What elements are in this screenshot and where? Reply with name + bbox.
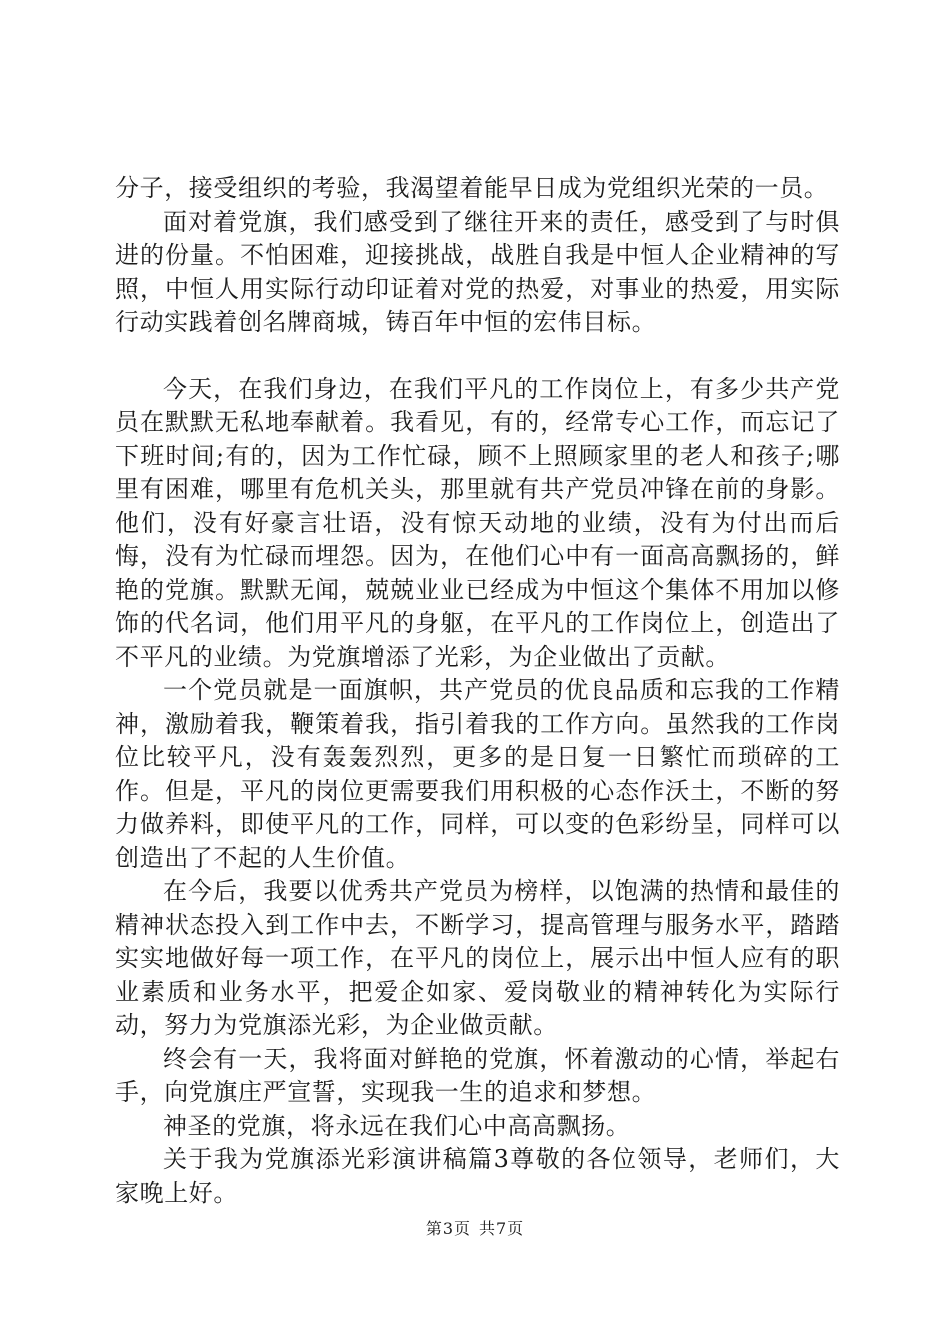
paragraph-one-member: 一个党员就是一面旗帜，共产党员的优良品质和忘我的工作精神，激励着我，鞭策着我，指引着我的工作方向。虽然我的工作岗位比较平凡，没有轰轰烈烈，更多的是日复一日繁忙而琐碎的工作。但是，平凡的岗位更需要我们用积极的心态作沃土，不断的努力做养料，即使平凡的工作，同样，可以变的色彩纷呈，同样可以创造出了不起的人生价值。 <box>115 676 840 872</box>
paragraph-next-speech: 关于我为党旗添光彩演讲稿篇3尊敬的各位领导，老师们，大家晚上好。 <box>115 1145 840 1207</box>
paragraph-party-flag: 面对着党旗，我们感受到了继往开来的责任，感受到了与时俱进的份量。不怕困难，迎接挑战，战胜自我是中恒人企业精神的写照，中恒人用实际行动印证着对党的热爱，对事业的热爱，用实际行动实践着创名牌商城，铸百年中恒的宏伟目标。 <box>115 207 840 336</box>
page-number: 第3页 <box>425 1219 471 1238</box>
paragraph-continuation: 分子，接受组织的考验，我渴望着能早日成为党组织光荣的一员。 <box>115 174 829 202</box>
paragraph-today: 今天，在我们身边，在我们平凡的工作岗位上，有多少共产党员在默默无私地奉献着。我看见，有的，经常专心工作，而忘记了下班时间;有的，因为工作忙碌，顾不上照顾家里的老人和孩子;哪里有困难，哪里有危机关头，那里就有共产党员冲锋在前的身影。他们，没有好豪言壮语，没有惊天动地的业绩，没有为付出而后悔，没有为忙碌而埋怨。因为，在他们心中有一面高高飘扬的，鲜艳的党旗。默默无闻，兢兢业业已经成为中恒这个集体不用加以修饰的代名词，他们用平凡的身躯，在平凡的工作岗位上，创造出了不平凡的业绩。为党旗增添了光彩，为企业做出了贡献。 <box>115 374 840 671</box>
page-footer <box>0 1216 950 1239</box>
paragraph-someday: 终会有一天，我将面对鲜艳的党旗，怀着激动的心情，举起右手，向党旗庄严宣誓，实现我一生的追求和梦想。 <box>115 1044 840 1106</box>
document-body <box>115 172 840 1210</box>
paragraph-future: 在今后，我要以优秀共产党员为榜样，以饱满的热情和最佳的精神状态投入到工作中去，不断学习，提高管理与服务水平，踏踏实实地做好每一项工作，在平凡的岗位上，展示出中恒人应有的职业素质和业务水平，把爱企如家、爱岗敬业的精神转化为实际行动，努力为党旗添光彩，为企业做贡献。 <box>115 877 840 1039</box>
paragraph-sacred-flag: 神圣的党旗，将永远在我们心中高高飘扬。 <box>163 1111 631 1140</box>
page-total: 共7页 <box>479 1219 525 1238</box>
